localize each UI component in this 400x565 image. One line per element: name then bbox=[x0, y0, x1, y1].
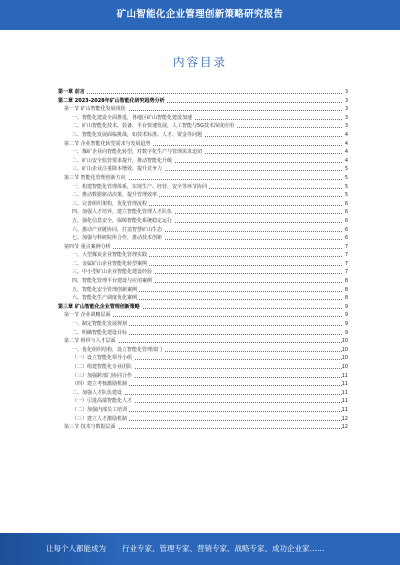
toc-page-number: 7 bbox=[344, 252, 348, 259]
toc-entry-text: 一、煤矿企业向智能化转型，对数字化生产与管理需求迫切 bbox=[72, 149, 203, 156]
toc-entry-text: （二）组建智能化专业团队 bbox=[72, 364, 133, 370]
toc-entry-text: 二、推动数据驱动决策，提升管理效率 bbox=[72, 192, 158, 199]
toc-page-number: 4 bbox=[344, 149, 348, 156]
toc-entry[interactable] bbox=[58, 200, 348, 209]
toc-page-number: 10 bbox=[341, 355, 348, 362]
toc-page-number: 8 bbox=[344, 278, 348, 285]
toc-entry[interactable] bbox=[58, 277, 348, 286]
toc-page-number: 6 bbox=[344, 226, 348, 233]
toc-entry[interactable] bbox=[58, 268, 348, 277]
toc-entry-text: （三）加强跨部门协同合作 bbox=[72, 372, 133, 379]
toc-page-number: 7 bbox=[344, 260, 348, 267]
toc-entry-text: 第二章 2023-2028年矿山智能化研究趋势分析 bbox=[58, 97, 165, 104]
toc-entry-text: 第四节 重点案例分析 bbox=[64, 243, 111, 250]
toc-entry[interactable] bbox=[58, 406, 348, 415]
toc-entry[interactable] bbox=[58, 191, 348, 200]
toc-entry[interactable] bbox=[58, 372, 348, 381]
toc-entry-text: 一、智能化建设全面推进，各地区矿山智能化建设加速 bbox=[72, 114, 193, 121]
toc-page-number: 11 bbox=[341, 398, 348, 405]
toc-entry[interactable] bbox=[58, 157, 348, 166]
toc-page-number: 4 bbox=[344, 140, 348, 147]
toc-page-number: 9 bbox=[344, 312, 348, 319]
footer-banner bbox=[0, 533, 400, 565]
toc-entry-text: （一）设立智能化领导小组 bbox=[72, 355, 133, 362]
toc-entry-text: 一、构建智能化管理体系，实现生产、经营、安全等环节协同 bbox=[72, 183, 208, 190]
toc-entry[interactable] bbox=[58, 165, 348, 174]
toc-entry-text: 第三节 智能化管理创新方向 bbox=[64, 174, 126, 181]
toc-page-number: 9 bbox=[344, 303, 348, 310]
toc-entry[interactable] bbox=[58, 294, 348, 303]
toc-entry-text: 五、智能化安全管理创新案例 bbox=[72, 286, 138, 293]
toc-page-number: 9 bbox=[344, 329, 348, 336]
toc-entry[interactable] bbox=[58, 234, 348, 243]
toc-page-number: 8 bbox=[344, 286, 348, 293]
toc-entry[interactable] bbox=[58, 217, 348, 226]
toc-entry[interactable] bbox=[58, 131, 348, 140]
toc-entry-text: 五、强化信息安全，保障智能化系统稳定运行 bbox=[72, 217, 173, 224]
toc-page-number: 11 bbox=[341, 372, 348, 379]
toc-page-number: 3 bbox=[344, 123, 348, 130]
toc-entry[interactable] bbox=[58, 354, 348, 363]
toc-page-number: 7 bbox=[344, 243, 348, 250]
toc-entry-text: 三、完善组织架构，优化管理流程 bbox=[72, 200, 148, 207]
toc-page-number: 6 bbox=[344, 217, 348, 224]
toc-entry-text: 一、优化组织结构，设立智能化管理部门 bbox=[72, 346, 163, 353]
toc-page-number: 3 bbox=[344, 89, 348, 95]
toc-entry[interactable] bbox=[58, 389, 348, 398]
toc-entry[interactable] bbox=[58, 148, 348, 157]
toc-page-number: 5 bbox=[344, 174, 348, 181]
toc-entry[interactable] bbox=[58, 114, 348, 123]
toc-entry-text: 第三节 技术与数据层面 bbox=[64, 424, 116, 431]
toc-page-number: 4 bbox=[344, 131, 348, 138]
toc-entry-text: 二、加强人才队伍建设 bbox=[72, 389, 123, 396]
toc-leader-dots bbox=[58, 93, 342, 94]
toc-page-number: 10 bbox=[341, 346, 348, 353]
toc-entry-text: （三）建立人才激励机制 bbox=[72, 415, 128, 422]
toc-page-number: 3 bbox=[344, 106, 348, 113]
toc-entry-text: 四、加强人才培养，建立智能化管理人才队伍 bbox=[72, 209, 173, 216]
toc-entry-text: （四）建立考核激励机制 bbox=[72, 381, 128, 388]
toc-heading: 内容目录 bbox=[173, 55, 227, 69]
toc-entry-text: 二、明确智能化建设目标 bbox=[72, 329, 128, 336]
toc-entry[interactable] bbox=[58, 97, 348, 106]
toc-entry-text: 四、智能化管理平台建设与应用案例 bbox=[72, 278, 153, 285]
toc-page-number: 5 bbox=[344, 166, 348, 173]
toc-page-number: 10 bbox=[341, 364, 348, 370]
toc-entry-text: 三、矿山企业注重降本增效，提升竞争力 bbox=[72, 166, 163, 173]
toc-entry[interactable] bbox=[58, 243, 348, 252]
toc-entry-text: 二、矿山安全监管要求提升，推动智能化升级 bbox=[72, 157, 173, 164]
toc-entry-text: 第二节 企业智能化转型需求与发展趋势 bbox=[64, 140, 151, 147]
toc-entry[interactable] bbox=[58, 122, 348, 131]
report-title: 矿山智能化企业管理创新策略研究报告 bbox=[116, 9, 284, 20]
toc-entry[interactable] bbox=[58, 88, 348, 97]
toc-entry[interactable] bbox=[58, 174, 348, 183]
toc-entry-text: （二）加强内部员工培训 bbox=[72, 406, 128, 413]
footer-slogan: 让每个人都能成为 bbox=[46, 544, 106, 553]
toc-entry[interactable] bbox=[58, 260, 348, 269]
toc-entry[interactable] bbox=[58, 320, 348, 329]
toc-page-number: 6 bbox=[344, 200, 348, 207]
toc-entry-text: 一、制定智能化发展规划 bbox=[72, 321, 128, 328]
toc-page-number: 9 bbox=[344, 321, 348, 328]
toc-entry[interactable] bbox=[58, 140, 348, 149]
toc-entry-text: 第一节 企业战略层面 bbox=[64, 312, 111, 319]
toc-entry[interactable] bbox=[58, 363, 348, 372]
toc-entry-text: 三、智能化发展面临挑战，如技术标准、人才、资金等问题 bbox=[72, 131, 203, 138]
toc-entry-text: 七、加强与科研院所合作，推动技术创新 bbox=[72, 235, 163, 242]
toc-entry[interactable] bbox=[58, 226, 348, 235]
toc-entry[interactable] bbox=[58, 380, 348, 389]
toc-page-number: 3 bbox=[344, 114, 348, 121]
toc-entry-text: 一、大型煤炭企业智能化管理实践 bbox=[72, 252, 148, 259]
toc-page-number: 5 bbox=[344, 183, 348, 190]
report-header bbox=[0, 0, 400, 30]
toc-entry[interactable] bbox=[58, 105, 348, 114]
toc-page-number: 11 bbox=[341, 381, 348, 388]
toc-entry-text: 第一节 矿山智能化发展现状 bbox=[64, 106, 126, 113]
toc-entry[interactable] bbox=[58, 415, 348, 424]
toc-page-number: 5 bbox=[344, 192, 348, 199]
toc-page-number: 10 bbox=[341, 338, 348, 345]
toc-page-number: 8 bbox=[344, 295, 348, 302]
toc-entry[interactable] bbox=[58, 183, 348, 192]
toc-entry[interactable] bbox=[58, 208, 348, 217]
toc-entry-text: 第一章 前言 bbox=[58, 89, 85, 95]
toc-page-number: 12 bbox=[341, 424, 348, 431]
toc-entry[interactable] bbox=[58, 311, 348, 320]
toc-entry-text: （一）引进高端智能化人才 bbox=[72, 398, 133, 405]
toc-entry[interactable] bbox=[58, 397, 348, 406]
toc-page-number: 6 bbox=[344, 235, 348, 242]
toc-entry-text: 三、中小型矿山企业智能化建设经验 bbox=[72, 269, 153, 276]
toc-page-number: 3 bbox=[344, 97, 348, 104]
footer-roles: 行业专家、管理专家、营销专家、战略专家、成功企业家…… bbox=[122, 544, 325, 553]
toc-entry[interactable] bbox=[58, 337, 348, 346]
toc-page-number: 11 bbox=[341, 406, 348, 413]
toc-entry[interactable] bbox=[58, 251, 348, 260]
table-of-contents bbox=[58, 88, 348, 432]
toc-entry[interactable] bbox=[58, 329, 348, 338]
toc-entry-text: 二、金属矿山企业智能化转型案例 bbox=[72, 260, 148, 267]
toc-entry[interactable] bbox=[58, 286, 348, 295]
toc-page-number: 12 bbox=[341, 415, 348, 422]
toc-page-number: 4 bbox=[344, 157, 348, 164]
toc-page-number: 6 bbox=[344, 209, 348, 216]
toc-entry-text: 六、智能化生产调度优化案例 bbox=[72, 295, 138, 302]
toc-entry[interactable] bbox=[58, 346, 348, 355]
toc-page-number: 11 bbox=[341, 389, 348, 396]
toc-entry-text: 第二节 组织与人才层面 bbox=[64, 338, 116, 345]
toc-entry[interactable] bbox=[58, 423, 348, 432]
toc-page-number: 7 bbox=[344, 269, 348, 276]
toc-entry[interactable] bbox=[58, 303, 348, 312]
toc-entry-text: 第三章 矿山智能化企业管理创新策略 bbox=[58, 303, 140, 310]
toc-entry-text: 六、推动产业链协同，打造智慧矿山生态 bbox=[72, 226, 163, 233]
toc-entry-text: 二、矿山智能化技术、装备、平台快速发展，人工智能与5G技术深度应用 bbox=[72, 123, 235, 130]
